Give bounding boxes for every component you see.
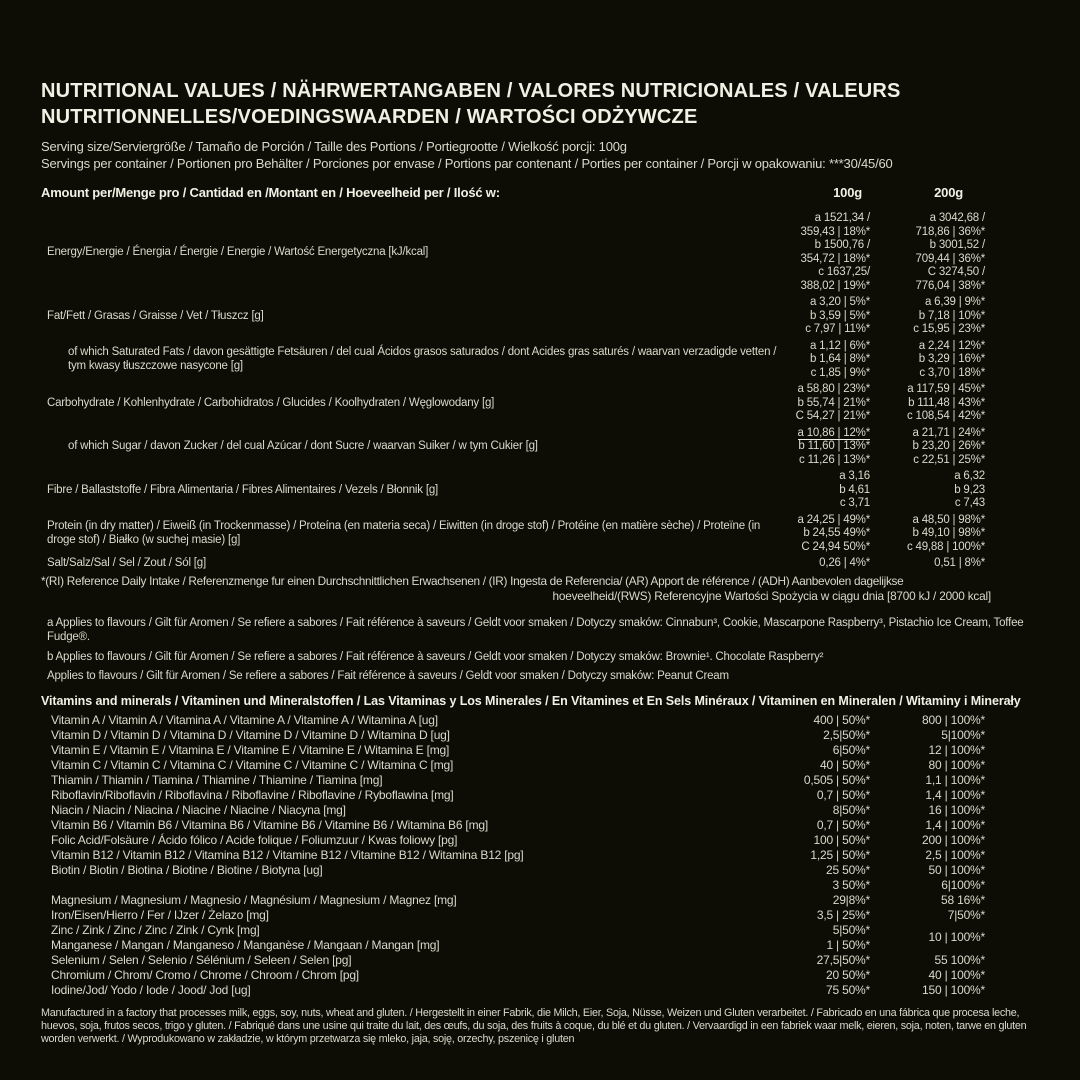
value-line: a 3,20 | 5%* xyxy=(809,296,870,308)
vitamin-row-iron xyxy=(41,908,1035,923)
vitamin-value-c100: 0,7 | 50%* xyxy=(816,787,870,802)
vitamin-value-c100: 20 50%* xyxy=(826,967,870,982)
vitamin-label: Vitamin D / Vitamin D / Vitamina D / Vitamine D / Vitamine D / Witamina D [ug] xyxy=(51,727,450,742)
serving-size-line: Serving size/Serviergröße / Tamaño de Porción / Taille des Portions / Portiegrootte / Wielkość porcji: 100g xyxy=(41,139,627,154)
vitamin-row-zinc xyxy=(41,922,1035,944)
nutrient-label: Carbohydrate / Kohlenhydrate / Carbohidratos / Glucides / Koolhydraten / Węglowodany [g] xyxy=(47,396,495,409)
nutrient-value-c100 xyxy=(780,296,870,337)
vitamin-value-c200: 1,1 | 100%* xyxy=(925,772,985,787)
vitamin-value-c100: 1,25 | 50%* xyxy=(810,847,870,862)
value-line: c 7,97 | 11%* xyxy=(805,323,870,335)
nutrient-value-c100 xyxy=(780,212,870,293)
vitamin-value-c100: 400 | 50%* xyxy=(813,712,870,727)
value-line: C 24,94 50%* xyxy=(801,540,870,553)
nutrient-value-c200 xyxy=(870,557,985,571)
nutrient-label: Protein (in dry matter) / Eiweiß (in Trockenmasse) / Proteína (en materia seca) / Eiwitten (in droge stof) / Protéine (en matière sèche) / Proteïne (in droge stof) / Białko (w suchej masie) [g] xyxy=(47,520,761,546)
value-line: c 108,54 | 42%* xyxy=(907,410,985,422)
vitamin-row-vitamin-a xyxy=(41,713,1035,728)
vitamin-value-c200: 7|50%* xyxy=(947,907,985,922)
vitamin-label: Manganese / Mangan / Manganeso / Manganèse / Mangaan / Mangan [mg] xyxy=(51,937,440,952)
vitamin-value-c100: 40 | 50%* xyxy=(819,757,870,772)
vitamin-label: Vitamin E / Vitamin E / Vitamina E / Vitamine E / Vitamine E / Witamina E [mg] xyxy=(51,742,450,757)
vitamin-label: Chromium / Chrom/ Cromo / Chrome / Chroom / Chrom [pg] xyxy=(51,967,359,982)
vitamin-value-c100: 1 | 50%* xyxy=(826,937,870,952)
value-line: c 1,85 | 9%* xyxy=(810,366,870,379)
vitamin-value-c200: 58 16%* xyxy=(941,892,985,907)
value-line: b 7,18 | 10%* xyxy=(918,309,985,322)
value-line: b 24,55 49%* xyxy=(803,527,870,539)
nutrient-value-c200 xyxy=(870,470,985,511)
vitamin-value-c100: 25 50%* xyxy=(826,862,870,877)
value-line: b 23,20 | 26%* xyxy=(912,440,985,452)
value-line: a 117,59 | 45%* xyxy=(907,383,985,395)
vitamin-row-unlabeled xyxy=(41,878,1035,893)
vitamin-label: Vitamin B12 / Vitamin B12 / Vitamina B12 / Vitamine B12 / Vitamine B12 / Witamina B12 [pg] xyxy=(51,847,524,862)
value-line: c 1637,25/ xyxy=(818,266,870,278)
nutrient-label: Fat/Fett / Grasas / Graisse / Vet / Tłuszcz [g] xyxy=(47,309,264,322)
vitamin-row-magnesium xyxy=(41,893,1035,908)
value-line: a 2,24 | 12%* xyxy=(918,339,985,352)
vitamin-row-biotin xyxy=(41,863,1035,878)
vitamin-row-folic-acid xyxy=(41,833,1035,848)
vitamin-label: Iodine/Jod/ Yodo / Iode / Jood/ Jod [ug] xyxy=(51,982,251,997)
reference-intake-line2: hoeveelheid/(RWS) Referencyjne Wartości Spożycia w ciągu dnia [8700 kJ / 2000 kcal] xyxy=(552,588,991,603)
vitamin-row-niacin xyxy=(41,803,1035,818)
vitamin-value-c200: 2,5 | 100%* xyxy=(925,847,985,862)
vitamin-row-vitamin-c xyxy=(41,758,1035,773)
value-line: b 1500,76 / xyxy=(814,239,870,251)
vitamin-label: Selenium / Selen / Selenio / Sélénium / Seleen / Selen [pg] xyxy=(51,952,352,967)
nutrient-row-saturated-fat xyxy=(41,340,1035,381)
value-line: a 6,39 | 9%* xyxy=(924,296,985,308)
vitamin-row-riboflavin xyxy=(41,788,1035,803)
flavour-footnote-a: a Applies to flavours / Gilt für Aromen / Se refiere a sabores / Fait référence à saveurs / Geldt voor smaken / Dotyczy smaków: Cinnabun³, Cookie, Mascarpone Raspberry³, Pistachio Ice Cream, Toffee Fudge®. xyxy=(47,616,1024,643)
value-line: 718,86 | 36%* xyxy=(915,225,985,238)
vitamin-row-vitamin-b12 xyxy=(41,848,1035,863)
vitamin-value-c100: 8|50%* xyxy=(832,802,870,817)
nutrient-row-fibre xyxy=(41,470,1035,511)
nutrient-value-c200 xyxy=(870,340,985,381)
vitamin-label: Vitamin B6 / Vitamin B6 / Vitamina B6 / Vitamine B6 / Vitamine B6 / Witamina B6 [mg] xyxy=(51,817,488,832)
value-line: c 22,51 | 25%* xyxy=(913,453,985,466)
value-line: b 111,48 | 43%* xyxy=(908,396,985,409)
value-line: a 3042,68 / xyxy=(929,212,985,224)
value-line: c 49,88 | 100%* xyxy=(907,540,985,553)
vitamin-value-c200: 200 | 100%* xyxy=(922,832,985,847)
nutrient-value-c200 xyxy=(870,383,985,424)
nutrient-label: of which Saturated Fats / davon gesättigte Fetsäuren / del cual Ácidos grasos saturados / dont Acides gras saturés / waarvan verzadigde vetten / tym kwasy tłuszczowe nasycone [g] xyxy=(68,346,777,372)
nutrient-value-c100 xyxy=(780,427,870,468)
value-line: C 3274,50 / xyxy=(927,266,985,278)
vitamin-value-c200: 1,4 | 100%* xyxy=(925,817,985,832)
value-line: a 21,71 | 24%* xyxy=(912,426,985,439)
vitamin-value-c200: 80 | 100%* xyxy=(928,757,985,772)
nutrient-row-fat xyxy=(41,296,1035,337)
nutrient-value-c100 xyxy=(780,340,870,381)
nutrient-value-c100 xyxy=(780,514,870,555)
vitamin-value-c200: 6|100%* xyxy=(941,877,985,892)
nutrient-value-c100 xyxy=(780,470,870,511)
nutrient-value-c200 xyxy=(870,427,985,468)
nutrient-row-carbohydrate xyxy=(41,383,1035,424)
amount-per-header-row xyxy=(41,185,1035,200)
vitamin-label: Vitamin A / Vitamin A / Vitamina A / Vitamine A / Vitamine A / Witamina A [ug] xyxy=(51,712,438,727)
value-line: b 3,29 | 16%* xyxy=(918,353,985,365)
vitamin-value-c100: 5|50%* xyxy=(832,922,870,937)
nutrient-label: Energy/Energie / Énergia / Énergie / Energie / Wartość Energetyczna [kJ/kcal] xyxy=(47,245,429,258)
value-line: a 3,16 xyxy=(839,470,870,482)
value-line: 388,02 | 19%* xyxy=(800,279,870,292)
vitamin-label: Thiamin / Thiamin / Tiamina / Thiamine / Thiamine / Tiamina [mg] xyxy=(51,772,383,787)
value-line: c 11,26 | 13%* xyxy=(799,453,870,466)
servings-per-container-line: Servings per container / Portionen pro Behälter / Porciones por envase / Portions par contenant / Porties per container / Porcji w opakowaniu: ***30/45/60 xyxy=(41,155,893,171)
value-line: a 24,25 | 49%* xyxy=(797,513,870,526)
value-line: a 1521,34 / xyxy=(814,212,870,224)
flavour-footnote-b: b Applies to flavours / Gilt für Aromen / Se refiere a sabores / Fait référence à saveurs / Geldt voor smaken / Dotyczy smaków: Brownie¹. Chocolate Raspberry² xyxy=(47,650,824,663)
nutrient-value-c200 xyxy=(870,296,985,337)
value-line: 0,26 | 4%* xyxy=(819,557,870,569)
value-line: b 3,59 | 5%* xyxy=(809,309,870,322)
nutrient-value-c100 xyxy=(780,383,870,424)
nutrient-value-c200 xyxy=(870,514,985,555)
nutrient-row-protein xyxy=(41,514,1035,555)
vitamin-row-iodine xyxy=(41,983,1035,998)
value-line: a 6,32 xyxy=(954,470,985,482)
vitamin-value-c200: 150 | 100%* xyxy=(922,982,985,997)
vitamin-row-manganese xyxy=(41,938,1035,953)
vitamin-label: Niacin / Niacin / Niacina / Niacine / Niacine / Niacyna [mg] xyxy=(51,802,346,817)
value-line: c 3,70 | 18%* xyxy=(919,366,985,379)
vitamin-value-c100: 100 | 50%* xyxy=(813,832,870,847)
vitamin-value-c200: 1,4 | 100%* xyxy=(925,787,985,802)
vitamin-value-c100: 75 50%* xyxy=(826,982,870,997)
vitamin-label: Vitamin C / Vitamin C / Vitamina C / Vitamine C / Vitamine C / Witamina C [mg] xyxy=(51,757,454,772)
nutrient-label: Fibre / Ballaststoffe / Fibra Alimentaria / Fibres Alimentaires / Vezels / Błonnik [g] xyxy=(47,483,439,496)
column-header-100g: 100g xyxy=(833,185,862,200)
value-line: b 4,61 xyxy=(839,483,870,496)
vitamin-value-c100: 6|50%* xyxy=(832,742,870,757)
value-line: c 7,43 xyxy=(954,497,985,509)
value-line: b 3001,52 / xyxy=(929,239,985,251)
nutrient-value-c200 xyxy=(870,212,985,293)
page-title: NUTRITIONAL VALUES / NÄHRWERTANGABEN / VALORES NUTRICIONALES / VALEURS NUTRITIONNELLES/VOEDINGSWAARDEN / WARTOŚCI ODŻYWCZE xyxy=(41,80,901,128)
vitamin-label: Biotin / Biotin / Biotina / Biotine / Biotine / Biotyna [ug] xyxy=(51,862,323,877)
vitamin-value-c100: 3,5 | 25%* xyxy=(816,907,870,922)
nutrient-row-salt xyxy=(41,557,1035,571)
vitamin-value-c200: 55 100%* xyxy=(934,952,985,967)
value-line: b 49,10 | 98%* xyxy=(912,527,985,539)
vitamin-value-c200: 40 | 100%* xyxy=(928,967,985,982)
vitamin-row-vitamin-b6 xyxy=(41,818,1035,833)
vitamin-value-c200: 12 | 100%* xyxy=(928,742,985,757)
allergen-footer: Manufactured in a factory that processes milk, eggs, soy, nuts, wheat and gluten. / Hergestellt in einer Fabrik, die Milch, Eier, Soja, Nüsse, Weizen und Gluten verarbeitet. / Fabricado en una fábrica que procesa leche, huevos, soja, frutos secos, trigo y gluten. / Fabriqué dans une usine qui traite du lait, des œufs, du soja, des fruits à coque, du blé et du gluten. / Vervaardigd in een fabriek waar melk, eieren, soja, noten, tarwe en gluten worden verwerkt. / Wyprodukowano w zakładzie, w którym przetwarza się mleko, jaja, soję, orzechy, pszenicę i gluten xyxy=(41,1006,1027,1045)
vitamin-value-c200: 16 | 100%* xyxy=(928,802,985,817)
vitamin-value-c100: 27,5|50%* xyxy=(816,952,870,967)
reference-intake-line1: *(RI) Reference Daily Intake / Referenzmenge fur einen Durchschnittlichen Erwachsenen / (IR) Ingesta de Referencia/ (AR) Apport de référence / (ADH) Aanbevolen dagelijkse xyxy=(41,573,904,588)
vitamin-row-chromium xyxy=(41,968,1035,983)
value-line: b 55,74 | 21%* xyxy=(797,396,870,409)
amount-per-label: Amount per/Menge pro / Cantidad en /Montant en / Hoeveelheid per / Ilość w: xyxy=(41,185,500,200)
vitamin-row-vitamin-e xyxy=(41,743,1035,758)
value-line: 0,51 | 8%* xyxy=(934,557,985,569)
value-line: a 58,80 | 23%* xyxy=(797,383,870,395)
nutrient-label: Salt/Salz/Sal / Sel / Zout / Sól [g] xyxy=(47,557,206,569)
vitamin-row-thiamin xyxy=(41,773,1035,788)
value-line: 709,44 | 36%* xyxy=(915,252,985,265)
vitamin-value-c100: 0,505 | 50%* xyxy=(803,772,870,787)
vitamins-minerals-table xyxy=(41,713,1035,998)
vitamin-value-c200: 800 | 100%* xyxy=(922,712,985,727)
vitamin-row-vitamin-d xyxy=(41,728,1035,743)
value-line: b 1,64 | 8%* xyxy=(809,353,870,365)
vitamin-label: Magnesium / Magnesium / Magnesio / Magnésium / Magnesium / Magnez [mg] xyxy=(51,892,457,907)
vitamin-value-c200: 5|100%* xyxy=(941,727,985,742)
reference-intake-note xyxy=(41,574,1035,604)
nutrient-label: of which Sugar / davon Zucker / del cual Azúcar / dont Sucre / waarvan Suiker / w tym Cukier [g] xyxy=(68,440,538,452)
vitamin-value-c100: 3 50%* xyxy=(832,877,870,892)
value-line: c 3,71 xyxy=(839,497,870,509)
vitamin-value-c100: 0,7 | 50%* xyxy=(816,817,870,832)
flavour-footnote-c: Applies to flavours / Gilt für Aromen / Se refiere a sabores / Fait référence à saveurs / Geldt voor smaken / Dotyczy smaków: Peanut Cream xyxy=(47,670,729,682)
value-line: 359,43 | 18%* xyxy=(800,225,870,238)
nutrient-row-energy xyxy=(41,212,1035,293)
nutrient-table xyxy=(41,212,1035,571)
value-line: 354,72 | 18%* xyxy=(800,252,870,265)
vitamin-label: Zinc / Zink / Zinc / Zinc / Zink / Cynk [mg] xyxy=(51,922,260,937)
value-line: b 9,23 xyxy=(954,483,985,496)
vitamin-label: Riboflavin/Riboflavin / Riboflavina / Riboflavine / Riboflavine / Ryboflawina [mg] xyxy=(51,787,454,802)
vitamin-value-c100: 2,5|50%* xyxy=(823,727,870,742)
value-line: c 15,95 | 23%* xyxy=(913,323,985,335)
value-line: a 1,12 | 6%* xyxy=(809,339,870,352)
vitamins-minerals-header: Vitamins and minerals / Vitaminen und Mineralstoffen / Las Vitaminas y Los Minerales / En Vitamines et En Sels Minéraux / Vitaminen en Mineralen / Witaminy i Minerały xyxy=(41,693,1021,708)
vitamin-value-c200: 50 | 100%* xyxy=(928,862,985,877)
vitamin-value-c100: 29|8%* xyxy=(832,892,870,907)
nutrient-row-sugar xyxy=(41,427,1035,468)
column-header-200g: 200g xyxy=(934,185,963,200)
vitamin-label: Iron/Eisen/Hierro / Fer / IJzer / Żelazo [mg] xyxy=(51,907,269,922)
vitamin-row-selenium xyxy=(41,953,1035,968)
value-line: C 54,27 | 21%* xyxy=(795,410,870,422)
value-line: 776,04 | 38%* xyxy=(915,279,985,292)
value-line: b 11,60 | 13%* xyxy=(798,440,870,452)
value-line: a 48,50 | 98%* xyxy=(912,513,985,526)
vitamin-value-c200: 10 | 100%* xyxy=(928,929,985,944)
nutrient-value-c100 xyxy=(780,557,870,571)
value-line: a 10,86 | 12%* xyxy=(797,426,870,439)
vitamin-label: Folic Acid/Folsäure / Ácido fólico / Acide folique / Foliumzuur / Kwas foliowy [pg] xyxy=(51,832,458,847)
